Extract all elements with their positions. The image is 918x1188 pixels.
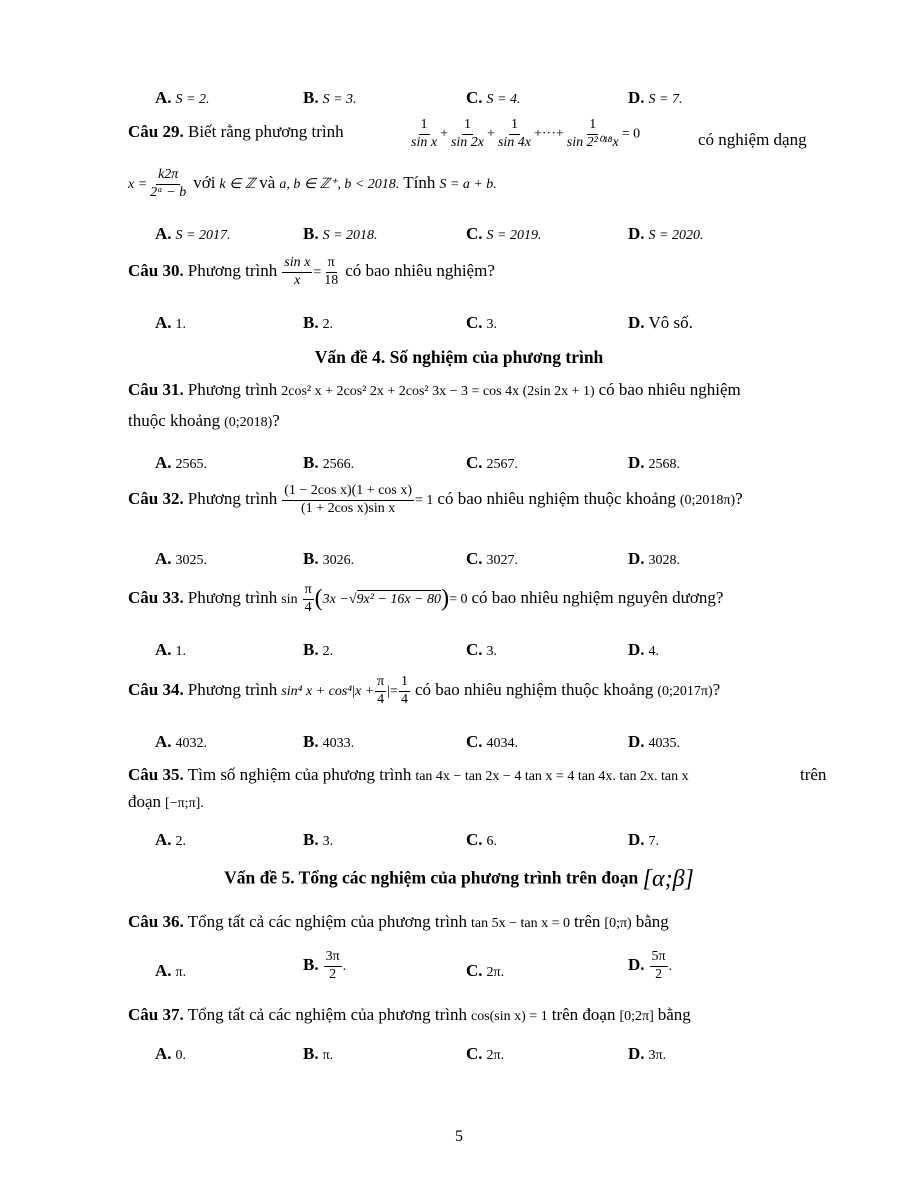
interval: (0;2018) (224, 415, 273, 430)
option-b (303, 830, 333, 850)
question-mark: ? (735, 488, 743, 508)
option-value: 0. (175, 1048, 187, 1063)
option-value: 2565. (175, 457, 208, 472)
equals-sign: = (390, 683, 398, 699)
option-value: 2567. (486, 457, 519, 472)
option-d (628, 88, 682, 108)
fraction-denominator: 2 (655, 966, 663, 982)
option-label: D. (628, 549, 645, 568)
interval: [−π;π]. (165, 796, 204, 811)
math-expression: k ∈ ℤ (219, 176, 256, 192)
question-number: Câu 31. (128, 380, 184, 399)
math-expression: 2cos² x + 2cos² 2x + 2cos² 3x − 3 = cos 4x (2sin 2x + 1) (281, 384, 595, 399)
option-value: 4033. (322, 736, 355, 751)
option-a (155, 732, 207, 752)
question-text: bằng (657, 1005, 691, 1024)
fraction-numerator: 1 (587, 118, 598, 135)
option-d (628, 830, 659, 850)
fraction-numerator: 3π (324, 950, 342, 967)
question-text: đoạn (128, 792, 162, 811)
fraction-denominator: sin 4x (497, 134, 531, 150)
option-label: D. (628, 88, 645, 107)
option-value: Vô số. (648, 313, 693, 332)
math-expression: cos(sin x) = 1 (470, 1009, 548, 1024)
option-a (155, 453, 207, 473)
math-expression: tan 4x − tan 2x − 4 tan x = 4 tan 4x. tan 2x. tan x (415, 769, 689, 784)
option-label: B. (303, 88, 319, 107)
option-value: 6. (486, 834, 498, 849)
option-value: 2566. (322, 457, 355, 472)
option-label: A. (155, 732, 172, 751)
option-label: A. (155, 640, 172, 659)
option-value: 2. (322, 644, 334, 659)
question-text: có bao nhiêu nghiệm thuộc khoảng (414, 679, 654, 699)
option-b (303, 313, 333, 333)
option-value: π. (175, 965, 187, 980)
math-expression: x = (128, 176, 148, 192)
option-b (303, 224, 378, 244)
fraction-denominator: 18 (324, 272, 339, 288)
question-text: có bao nhiêu nghiệm thuộc khoảng (437, 488, 676, 508)
fraction-numerator: 1 (399, 675, 410, 692)
option-value: 3028. (648, 553, 681, 568)
option-b (303, 453, 354, 473)
option-label: A. (155, 313, 172, 332)
question-text: Tính (403, 172, 436, 192)
option-c (466, 1044, 504, 1064)
option-d (628, 453, 680, 473)
option-a (155, 224, 230, 244)
fraction-denominator: 4 (377, 691, 385, 707)
question-34: Câu 34. Phương trình sin⁴ x + cos⁴|x + $\frac{\pi}{4}$ |= $\frac{1}{4}$ có bao nhiêu nghiệm thuộc khoảng (0;2017π)? (128, 674, 721, 707)
option-b (303, 549, 354, 569)
option-label: B. (303, 640, 319, 659)
fraction-numerator: 1 (462, 118, 473, 135)
option-d (628, 1044, 666, 1064)
section-heading-text: Vấn đề 5. Tổng các nghiệm của phương trình trên đoạn (224, 867, 639, 888)
question-text: Tìm số nghiệm của phương trình (187, 765, 412, 784)
question-text: Phương trình (187, 587, 278, 607)
question-mark: ? (272, 411, 280, 430)
option-value: S = 2. (175, 92, 210, 107)
fraction-numerator: (1 − 2cos x)(1 + cos x) (282, 484, 414, 501)
option-value: 3. (486, 644, 498, 659)
question-mark: ? (712, 679, 721, 699)
question-31-line2 (128, 411, 280, 431)
option-label: D. (628, 1044, 645, 1063)
question-text: Phương trình (187, 260, 278, 280)
question-number: Câu 35. (128, 765, 184, 784)
question-36 (128, 912, 669, 932)
option-b: B. $\frac{3\pi}{2}$ . (303, 949, 347, 982)
option-label: A. (155, 1044, 172, 1063)
math-expression: 3x − (322, 591, 349, 607)
option-value: 4035. (648, 736, 681, 751)
option-value: 3. (486, 317, 498, 332)
question-number: Câu 33. (128, 587, 184, 607)
interval: (0;2017π) (657, 683, 713, 699)
option-c (466, 830, 497, 850)
question-29-line2 (128, 168, 497, 200)
option-label: A. (155, 224, 172, 243)
option-label: C. (466, 453, 483, 472)
fraction-denominator: (1 + 2cos x)sin x (301, 500, 396, 516)
math-expression: S = a + b. (439, 176, 497, 192)
fraction-denominator: sin 2x (450, 134, 485, 150)
interval: [0;π) (604, 916, 632, 931)
equation-rhs: = 0 (621, 126, 641, 142)
option-c (466, 453, 518, 473)
option-c (466, 732, 518, 752)
section-heading (0, 866, 918, 893)
question-text: Phương trình (187, 679, 278, 699)
question-text: Biết rằng phương trình (187, 122, 344, 141)
option-value: 1. (175, 317, 187, 332)
section-heading-interval: [α;β] (642, 866, 694, 892)
option-label: B. (303, 732, 319, 751)
option-dot: . (668, 958, 673, 974)
question-31-line1 (128, 380, 741, 400)
option-label: B. (303, 224, 319, 243)
fraction-numerator: 5π (650, 950, 668, 967)
option-label: D. (628, 640, 645, 659)
option-value: π. (322, 1048, 334, 1063)
question-text: có bao nhiêu nghiệm? (345, 260, 495, 280)
page-number: 5 (455, 1128, 463, 1145)
math-expression: tan 5x − tan x = 0 (470, 916, 570, 931)
option-label: A. (155, 549, 172, 568)
option-value: S = 2020. (648, 228, 704, 243)
equation-rhs: = 1 (415, 492, 434, 508)
question-text: Phương trình (187, 488, 278, 508)
option-label: A. (155, 453, 172, 472)
option-c (466, 224, 541, 244)
option-label: B. (303, 453, 319, 472)
question-text: thuộc khoảng (128, 411, 221, 430)
option-value: 2π. (486, 1048, 505, 1063)
option-label: D. (628, 830, 645, 849)
section-heading: Vấn đề 4. Số nghiệm của phương trình (314, 347, 604, 367)
question-text: Tổng tất cả các nghiệm của phương trình (187, 1005, 467, 1024)
question-text: và (259, 172, 276, 192)
fraction-denominator: 4 (304, 599, 312, 615)
option-value: S = 2017. (175, 228, 231, 243)
option-value: 3π. (648, 1048, 667, 1063)
option-b (303, 1044, 333, 1064)
option-a (155, 961, 186, 981)
fraction-denominator: 2ᵃ − b (150, 184, 187, 200)
option-label: C. (466, 1044, 483, 1063)
option-value: 3026. (322, 553, 355, 568)
fraction-numerator: sin x (282, 256, 312, 273)
fraction-numerator: k2π (156, 168, 180, 185)
option-label: B. (303, 313, 319, 332)
question-text: có bao nhiêu nghiệm (598, 380, 741, 399)
fraction-numerator: π (326, 256, 337, 273)
question-29-line1 (128, 122, 344, 142)
option-label: D. (628, 224, 645, 243)
option-d (628, 224, 703, 244)
option-d (628, 640, 659, 660)
question-number: Câu 36. (128, 912, 184, 931)
option-label: C. (466, 313, 483, 332)
option-value: S = 2018. (322, 228, 378, 243)
fraction-numerator: 1 (419, 118, 430, 135)
option-b (303, 88, 357, 108)
option-value: S = 7. (648, 92, 683, 107)
interval: [0;2π] (619, 1009, 654, 1024)
option-value: 3027. (486, 553, 519, 568)
option-c (466, 961, 504, 981)
question-number: Câu 29. (128, 122, 184, 141)
option-a (155, 549, 207, 569)
option-a (155, 313, 186, 333)
option-value: 2. (322, 317, 334, 332)
fraction-denominator: sin x (411, 134, 438, 150)
question-30: Câu 30. Phương trình $\frac{\text{sin x}}{x}$ = $\frac{\pi}{18}$ có bao nhiêu nghiệm? (128, 255, 495, 288)
option-label: A. (155, 830, 172, 849)
option-value: 2. (175, 834, 187, 849)
option-value: 3. (322, 834, 334, 849)
option-label: C. (466, 732, 483, 751)
math-expression: sin⁴ x + cos⁴ (281, 683, 353, 699)
option-value: 4032. (175, 736, 208, 751)
option-a (155, 88, 209, 108)
question-number: Câu 34. (128, 679, 184, 699)
option-label: C. (466, 961, 483, 980)
option-a (155, 830, 186, 850)
option-a (155, 1044, 186, 1064)
question-29-equation: $\frac{1}{\text{sin x}}$ + $\frac{1}{\sin 2x}$ + $\frac{1}{\sin 4x}$ +···+ $\frac{1}{\text{sin 2²⁰¹⁸x}}$ = 0 (411, 117, 641, 150)
question-text: Phương trình (187, 380, 278, 399)
option-c (466, 640, 497, 660)
fraction-denominator: sin 2²⁰¹⁸x (566, 134, 619, 150)
interval: (0;2018π) (679, 492, 736, 508)
option-value: 3025. (175, 553, 208, 568)
option-label: C. (466, 88, 483, 107)
option-d (628, 732, 680, 752)
fraction-numerator: π (303, 583, 314, 600)
question-29-text2: có nghiệm dạng (698, 130, 807, 149)
question-text: với (193, 172, 216, 192)
fraction-denominator: 2 (329, 966, 337, 982)
question-33: Câu 33. Phương trình sin $\frac{\pi}{4}$ (3x −√9x² − 16x − 80)= 0 có bao nhiêu nghiệm nguyên dương? (128, 582, 724, 615)
question-text: trên đoạn (551, 1005, 616, 1024)
option-value: S = 4. (486, 92, 521, 107)
option-b (303, 732, 354, 752)
equation-rhs: = 0 (449, 591, 468, 607)
option-c (466, 88, 520, 108)
fraction-numerator: 1 (509, 118, 520, 135)
option-value: 2π. (486, 965, 505, 980)
option-label: D. (628, 732, 645, 751)
question-number: Câu 30. (128, 260, 184, 280)
option-label: C. (466, 224, 483, 243)
math-expression: a, b ∈ ℤ⁺, b < 2018. (279, 176, 400, 192)
radicand: 9x² − 16x − 80 (356, 591, 442, 607)
question-35-text2: trên (800, 765, 827, 784)
option-d (628, 313, 693, 333)
option-label: A. (155, 961, 172, 980)
option-label: B. (303, 549, 319, 568)
option-b (303, 640, 333, 660)
option-label: D. (628, 954, 645, 974)
option-c (466, 313, 497, 333)
question-number: Câu 32. (128, 488, 184, 508)
option-label: B. (303, 954, 319, 974)
sin-function: sin (281, 591, 298, 607)
option-label: B. (303, 1044, 319, 1063)
option-c (466, 549, 518, 569)
fraction-denominator: x (294, 272, 301, 288)
option-label: C. (466, 640, 483, 659)
option-value: 4034. (486, 736, 519, 751)
option-label: C. (466, 549, 483, 568)
option-value: 1. (175, 644, 187, 659)
question-text: bằng (635, 912, 669, 931)
question-35-line1 (128, 765, 689, 785)
option-value: 7. (648, 834, 660, 849)
question-text: trên (573, 912, 601, 931)
option-value: 4. (648, 644, 660, 659)
question-35-line2 (128, 792, 204, 812)
question-number: Câu 37. (128, 1005, 184, 1024)
option-label: A. (155, 88, 172, 107)
fraction-denominator: 4 (400, 691, 408, 707)
question-37 (128, 1005, 691, 1025)
option-label: C. (466, 830, 483, 849)
option-d (628, 549, 680, 569)
question-32 (128, 484, 743, 516)
math-expression: x + (354, 683, 375, 699)
option-value: S = 3. (322, 92, 357, 107)
option-d (628, 950, 672, 982)
option-label: D. (628, 453, 645, 472)
question-text: có bao nhiêu nghiệm nguyên dương? (471, 587, 724, 607)
fraction-numerator: π (375, 675, 386, 692)
option-value: S = 2019. (486, 228, 542, 243)
option-label: B. (303, 830, 319, 849)
question-text: Tổng tất cả các nghiệm của phương trình (187, 912, 467, 931)
option-label: D. (628, 313, 645, 332)
option-value: 2568. (648, 457, 681, 472)
option-a (155, 640, 186, 660)
